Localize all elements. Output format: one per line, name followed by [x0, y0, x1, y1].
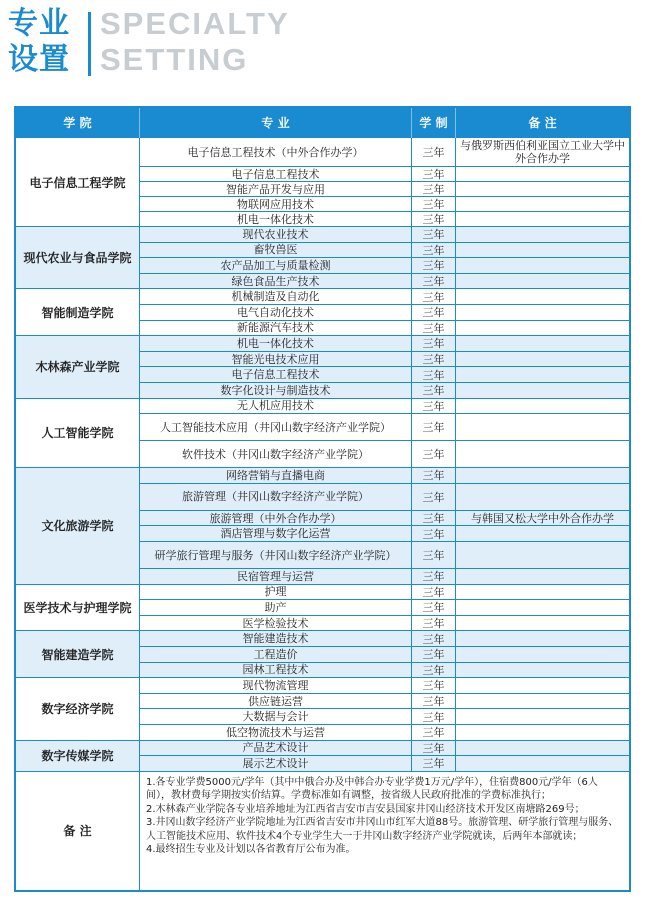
major-cell: 无人机应用技术	[140, 399, 412, 415]
years-cell: 三年	[412, 569, 456, 585]
major-cell: 产品艺术设计	[140, 741, 412, 757]
major-cell: 助产	[140, 600, 412, 616]
years-cell: 三年	[412, 725, 456, 741]
note-cell	[456, 600, 629, 616]
note-cell	[456, 243, 629, 259]
note-cell	[456, 725, 629, 741]
note-cell	[456, 197, 629, 212]
years-cell: 三年	[412, 441, 456, 468]
college-cell: 电子信息工程学院	[16, 138, 140, 227]
note-cell	[456, 227, 629, 243]
title-divider	[88, 12, 91, 76]
page-header	[8, 6, 638, 86]
years-cell: 三年	[412, 305, 456, 321]
years-cell: 三年	[412, 511, 456, 527]
college-cell: 人工智能学院	[16, 399, 140, 469]
years-cell: 三年	[412, 663, 456, 679]
major-cell: 智能光电技术应用	[140, 352, 412, 368]
remarks-text	[146, 776, 622, 857]
note-cell	[456, 414, 629, 441]
years-cell: 三年	[412, 709, 456, 725]
years-cell: 三年	[412, 367, 456, 383]
college-cell: 现代农业与食品学院	[16, 227, 140, 289]
remarks-label: 备 注	[16, 772, 140, 890]
remark-item: 2.木林森产业学院各专业培养地址为江西省吉安市吉安县国家井冈山经济技术开发区南塘路269号；	[146, 803, 585, 815]
note-cell	[456, 383, 629, 399]
chinese-title-line2: 设置	[8, 42, 70, 77]
college-cell: 智能制造学院	[16, 289, 140, 336]
years-cell: 三年	[412, 585, 456, 601]
major-cell: 网络营销与直播电商	[140, 468, 412, 484]
major-cell: 新能源汽车技术	[140, 321, 412, 337]
note-cell	[456, 756, 629, 772]
major-cell: 电气自动化技术	[140, 305, 412, 321]
major-cell: 电子信息工程技术	[140, 167, 412, 182]
note-cell	[456, 321, 629, 337]
english-title-line1: SPECIALTY	[100, 6, 290, 41]
note-cell	[456, 484, 629, 511]
note-cell	[456, 399, 629, 415]
years-cell: 三年	[412, 756, 456, 772]
note-cell	[456, 709, 629, 725]
major-cell: 民宿管理与运营	[140, 569, 412, 585]
years-cell: 三年	[412, 647, 456, 663]
remark-item: 1.各专业学费5000元/学年（其中中俄合办及中韩合办专业学费1万元/学年），住宿费800元/学年（6人间），教材费每学期按实价结算。学费标准如有调整，按省级人民政府批准的学费标准执行；	[146, 776, 598, 802]
major-cell: 现代农业技术	[140, 227, 412, 243]
header-major: 专 业	[140, 108, 412, 138]
years-cell: 三年	[412, 182, 456, 197]
note-cell: 与韩国又松大学中外合作办学	[456, 511, 629, 527]
note-cell	[456, 289, 629, 305]
major-cell: 护理	[140, 585, 412, 601]
years-cell: 三年	[412, 289, 456, 305]
years-cell: 三年	[412, 197, 456, 212]
years-cell: 三年	[412, 526, 456, 542]
years-cell: 三年	[412, 352, 456, 368]
college-cell: 木林森产业学院	[16, 336, 140, 398]
major-cell: 医学检验技术	[140, 616, 412, 632]
years-cell: 三年	[412, 600, 456, 616]
note-cell	[456, 647, 629, 663]
note-cell	[456, 468, 629, 484]
major-cell: 绿色食品生产技术	[140, 274, 412, 290]
major-cell: 人工智能技术应用（井冈山数字经济产业学院）	[140, 414, 412, 441]
note-cell	[456, 694, 629, 710]
major-cell: 机械制造及自动化	[140, 289, 412, 305]
years-cell: 三年	[412, 616, 456, 632]
years-cell: 三年	[412, 484, 456, 511]
major-cell: 酒店管理与数字化运营	[140, 526, 412, 542]
major-cell: 机电一体化技术	[140, 336, 412, 352]
note-cell	[456, 167, 629, 182]
note-cell	[456, 569, 629, 585]
header-college: 学 院	[16, 108, 140, 138]
major-cell: 展示艺术设计	[140, 756, 412, 772]
major-cell: 园林工程技术	[140, 663, 412, 679]
years-cell: 三年	[412, 383, 456, 399]
college-cell: 智能建造学院	[16, 631, 140, 678]
years-cell: 三年	[412, 399, 456, 415]
major-cell: 旅游管理（井冈山数字经济产业学院）	[140, 484, 412, 511]
years-cell: 三年	[412, 167, 456, 182]
specialty-table	[14, 106, 631, 892]
major-cell: 现代物流管理	[140, 678, 412, 694]
chinese-title-line1: 专业	[8, 6, 70, 41]
years-cell: 三年	[412, 227, 456, 243]
years-cell: 三年	[412, 741, 456, 757]
major-cell: 大数据与会计	[140, 709, 412, 725]
major-cell: 电子信息工程技术（中外合作办学）	[140, 138, 412, 167]
note-cell	[456, 616, 629, 632]
header-years: 学 制	[412, 108, 456, 138]
note-cell	[456, 663, 629, 679]
header-note: 备 注	[528, 116, 557, 130]
major-cell: 物联网应用技术	[140, 197, 412, 212]
major-cell: 供应链运营	[140, 694, 412, 710]
major-cell: 智能产品开发与应用	[140, 182, 412, 197]
english-title	[100, 6, 290, 78]
major-cell: 畜牧兽医	[140, 243, 412, 259]
note-cell	[456, 352, 629, 368]
note-cell	[456, 274, 629, 290]
college-cell: 数字传媒学院	[16, 741, 140, 772]
note-cell	[456, 741, 629, 757]
years-cell: 三年	[412, 678, 456, 694]
chinese-title	[8, 6, 82, 78]
years-cell: 三年	[412, 468, 456, 484]
remark-item: 4.最终招生专业及计划以各省教育厅公布为准。	[146, 844, 356, 856]
major-cell: 农产品加工与质量检测	[140, 258, 412, 274]
note-cell	[456, 212, 629, 227]
note-cell	[456, 441, 629, 468]
note-cell	[456, 367, 629, 383]
major-cell: 软件技术（井冈山数字经济产业学院）	[140, 441, 412, 468]
table-header	[16, 108, 629, 138]
note-cell	[456, 526, 629, 542]
years-cell: 三年	[412, 274, 456, 290]
major-cell: 数字化设计与制造技术	[140, 383, 412, 399]
major-cell: 旅游管理（中外合作办学）	[140, 511, 412, 527]
college-cell: 医学技术与护理学院	[16, 585, 140, 632]
major-cell: 研学旅行管理与服务（井冈山数字经济产业学院）	[140, 542, 412, 569]
note-cell	[456, 258, 629, 274]
major-cell: 低空物流技术与运营	[140, 725, 412, 741]
years-cell: 三年	[412, 414, 456, 441]
note-cell	[456, 182, 629, 197]
remark-item: 3.井冈山数字经济产业学院地址为江西省吉安市井冈山市红军大道88号。旅游管理、研学旅行管理与服务、人工智能技术应用、软件技术4个专业学生大一于井冈山数字经济产业学院就读，后两年本部就读；	[146, 817, 619, 842]
years-cell: 三年	[412, 138, 456, 167]
college-cell: 文化旅游学院	[16, 468, 140, 584]
years-cell: 三年	[412, 243, 456, 259]
note-cell	[456, 305, 629, 321]
years-cell: 三年	[412, 631, 456, 647]
major-cell: 电子信息工程技术	[140, 367, 412, 383]
major-cell: 机电一体化技术	[140, 212, 412, 227]
college-cell: 数字经济学院	[16, 678, 140, 740]
major-cell: 工程造价	[140, 647, 412, 663]
years-cell: 三年	[412, 321, 456, 337]
years-cell: 三年	[412, 212, 456, 227]
years-cell: 三年	[412, 694, 456, 710]
english-title-line2: SETTING	[100, 42, 249, 77]
note-cell	[456, 542, 629, 569]
note-cell	[456, 631, 629, 647]
years-cell: 三年	[412, 336, 456, 352]
years-cell: 三年	[412, 258, 456, 274]
note-cell	[456, 678, 629, 694]
note-cell: 与俄罗斯西伯利亚国立工业大学中外合作办学	[456, 138, 629, 167]
note-cell	[456, 336, 629, 352]
years-cell: 三年	[412, 542, 456, 569]
major-cell: 智能建造技术	[140, 631, 412, 647]
note-cell	[456, 585, 629, 601]
